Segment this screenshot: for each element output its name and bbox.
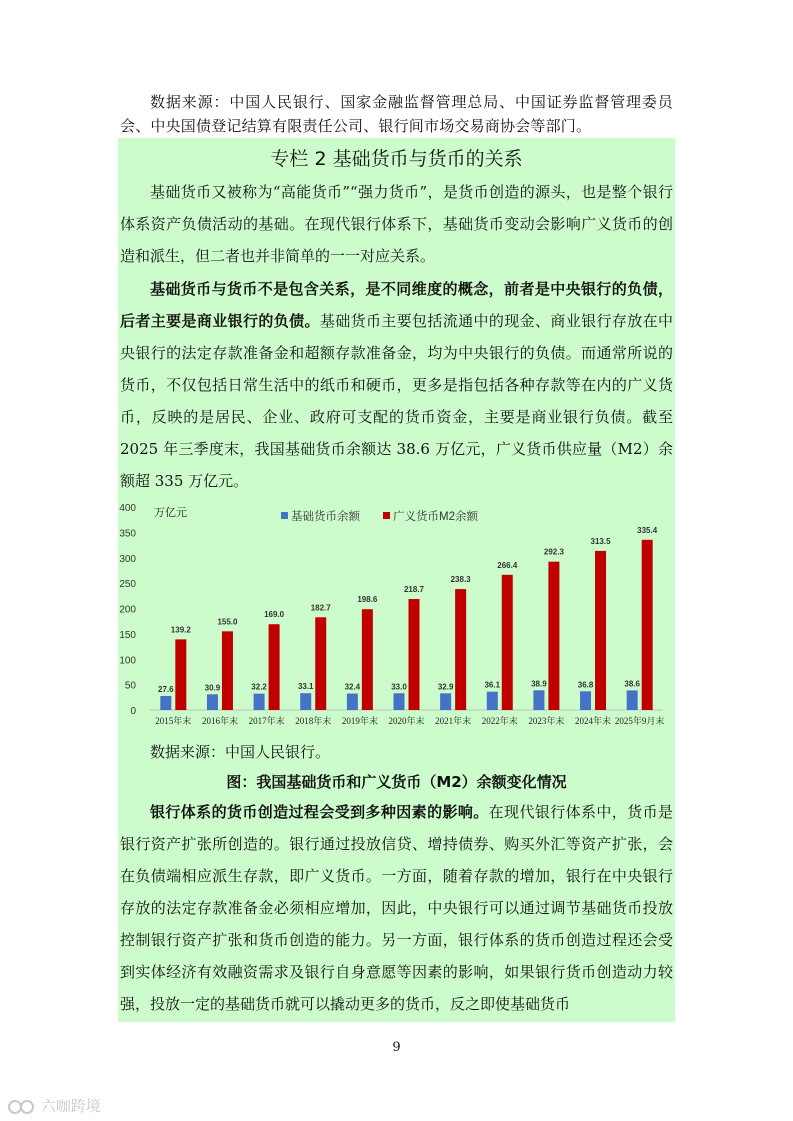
data-label-base-money: 27.6	[158, 684, 174, 694]
data-label-base-money: 36.8	[577, 680, 594, 690]
x-tick-label: 2024年末	[575, 716, 612, 726]
figure-caption: 图：我国基础货币和广义货币（M2）余额变化情况	[226, 773, 567, 791]
watermark-logo-icon	[6, 1098, 36, 1116]
data-label-base-money: 38.9	[531, 679, 547, 689]
x-tick-label: 2019年末	[341, 716, 378, 726]
data-label-base-money: 38.6	[624, 679, 640, 689]
y-tick-label: 0	[130, 706, 136, 717]
data-label-m2: 292.3	[543, 547, 564, 557]
data-label-base-money: 32.2	[251, 682, 267, 692]
data-label-m2: 169.0	[264, 610, 285, 620]
data-label-m2: 238.3	[450, 575, 471, 585]
data-label-m2: 313.5	[590, 536, 611, 546]
bar-m2	[642, 540, 653, 710]
x-tick-label: 2015年末	[155, 716, 192, 726]
bar-m2	[409, 599, 420, 710]
paragraph-2-body: 基础货币主要包括流通中的现金、商业银行存放在中央银行的法定存款准备金和超额存款准备金，均为中央银行的负债。而通常所说的货币，不仅包括日常生活中的纸币和硬币，更多是指包括各种存款等在内的广义货币，反映的是居民、企业、政府可支配的货币资金，主要是商业银行负债。截至 2025 年三季度末，我国基础货币余额达 38.6 万亿元，广义货币供应量（M2）余额超 335 万亿元。	[120, 312, 673, 490]
bar-base-money	[300, 693, 311, 710]
y-tick-label: 200	[119, 604, 136, 616]
x-tick-label: 2021年末	[435, 716, 472, 726]
bar-base-money	[254, 694, 265, 710]
paragraph-2	[120, 273, 673, 497]
data-label-base-money: 33.1	[297, 682, 314, 692]
bar-base-money	[533, 690, 544, 710]
bar-base-money	[207, 694, 218, 710]
data-label-base-money: 32.9	[437, 682, 454, 692]
bar-base-money	[487, 692, 498, 710]
y-unit-label: 万亿元	[154, 507, 187, 519]
y-tick-label: 50	[124, 680, 136, 692]
box-title: 专栏 2 基础货币与货币的关系	[270, 148, 523, 170]
page-number: 9	[392, 1040, 401, 1055]
legend-swatch-base-money	[281, 512, 288, 519]
x-tick-label: 2018年末	[295, 716, 332, 726]
bar-m2	[362, 609, 373, 710]
bar-base-money	[347, 694, 358, 710]
data-label-m2: 155.0	[217, 617, 238, 627]
bar-m2	[548, 562, 559, 710]
legend-label-base-money: 基础货币余额	[291, 511, 360, 523]
money-supply-chart	[118, 498, 675, 734]
x-tick-label: 2020年末	[388, 716, 425, 726]
x-tick-label: 2017年末	[248, 716, 285, 726]
chart-svg	[118, 498, 675, 734]
paragraph-3	[120, 796, 673, 1020]
data-label-m2: 198.6	[357, 595, 378, 605]
paragraph-2-lead: 基础货币与货币不是包含关系，是不同维度的概念，前者是中央银行的负债，后者主要是商业银行的负债。	[120, 280, 673, 330]
data-label-m2: 182.7	[310, 603, 331, 613]
data-label-base-money: 32.4	[344, 682, 361, 692]
y-tick-label: 250	[119, 579, 136, 591]
y-tick-label: 150	[119, 629, 136, 641]
y-tick-label: 400	[119, 503, 136, 514]
bar-base-money	[160, 696, 171, 710]
x-tick-label: 2022年末	[481, 716, 518, 726]
bar-m2	[502, 575, 513, 710]
bar-m2	[175, 639, 186, 710]
bar-m2	[455, 589, 466, 710]
paragraph-1: 基础货币又被称为“高能货币”“强力货币”，是货币创造的源头，也是整个银行体系资产负债活动的基础。在现代银行体系下，基础货币变动会影响广义货币的创造和派生，但二者也并非简单的一一对应关系。	[120, 183, 673, 265]
paragraph-3-lead: 银行体系的货币创造过程会受到多种因素的影响。	[150, 803, 489, 821]
x-tick-label: 2023年末	[528, 716, 565, 726]
y-tick-label: 300	[119, 553, 136, 565]
bar-base-money	[394, 693, 405, 710]
data-label-m2: 335.4	[637, 525, 658, 535]
watermark	[6, 1094, 101, 1118]
y-tick-label: 350	[119, 528, 136, 540]
data-label-m2: 218.7	[403, 585, 425, 595]
bar-m2	[222, 631, 233, 710]
x-tick-label: 2016年末	[201, 716, 238, 726]
chart-source-note: 数据来源：中国人民银行。	[150, 743, 331, 761]
bar-base-money	[627, 690, 638, 710]
paragraph-3-body: 在现代银行体系中，货币是银行资产扩张所创造的。银行通过投放信贷、增持债券、购买外汇等资产扩张，会在负债端相应派生存款，即广义货币。一方面，随着存款的增加，银行在中央银行存放的法定存款准备金必须相应增加，因此，中央银行可以通过调节基础货币投放控制银行资产扩张和货币创造的能力。另一方面，银行体系的货币创造过程还会受到实体经济有效融资需求及银行自身意愿等因素的影响，如果银行货币创造动力较强，投放一定的基础货币就可以撬动更多的货币，反之即使基础货币	[120, 803, 673, 1013]
data-label-base-money: 30.9	[204, 683, 221, 693]
bar-base-money	[580, 691, 591, 710]
legend-swatch-m2	[383, 512, 390, 519]
bar-m2	[315, 617, 326, 710]
data-label-base-money: 36.1	[484, 680, 501, 690]
source-note-top: 数据来源：中国人民银行、国家金融监督管理总局、中国证券监督管理委员会、中央国债登记结算有限责任公司、银行间市场交易商协会等部门。	[120, 93, 673, 135]
data-label-m2: 266.4	[497, 560, 518, 570]
y-tick-label: 100	[119, 655, 136, 667]
bar-base-money	[440, 693, 451, 710]
watermark-text: 六咖跨境	[40, 1097, 101, 1115]
data-label-base-money: 33.0	[391, 682, 407, 692]
x-tick-label: 2025年9月末	[614, 716, 665, 726]
bar-m2	[595, 551, 606, 710]
bar-m2	[269, 624, 280, 710]
data-label-m2: 139.2	[170, 625, 191, 635]
legend-label-m2: 广义货币M2余额	[393, 511, 478, 523]
